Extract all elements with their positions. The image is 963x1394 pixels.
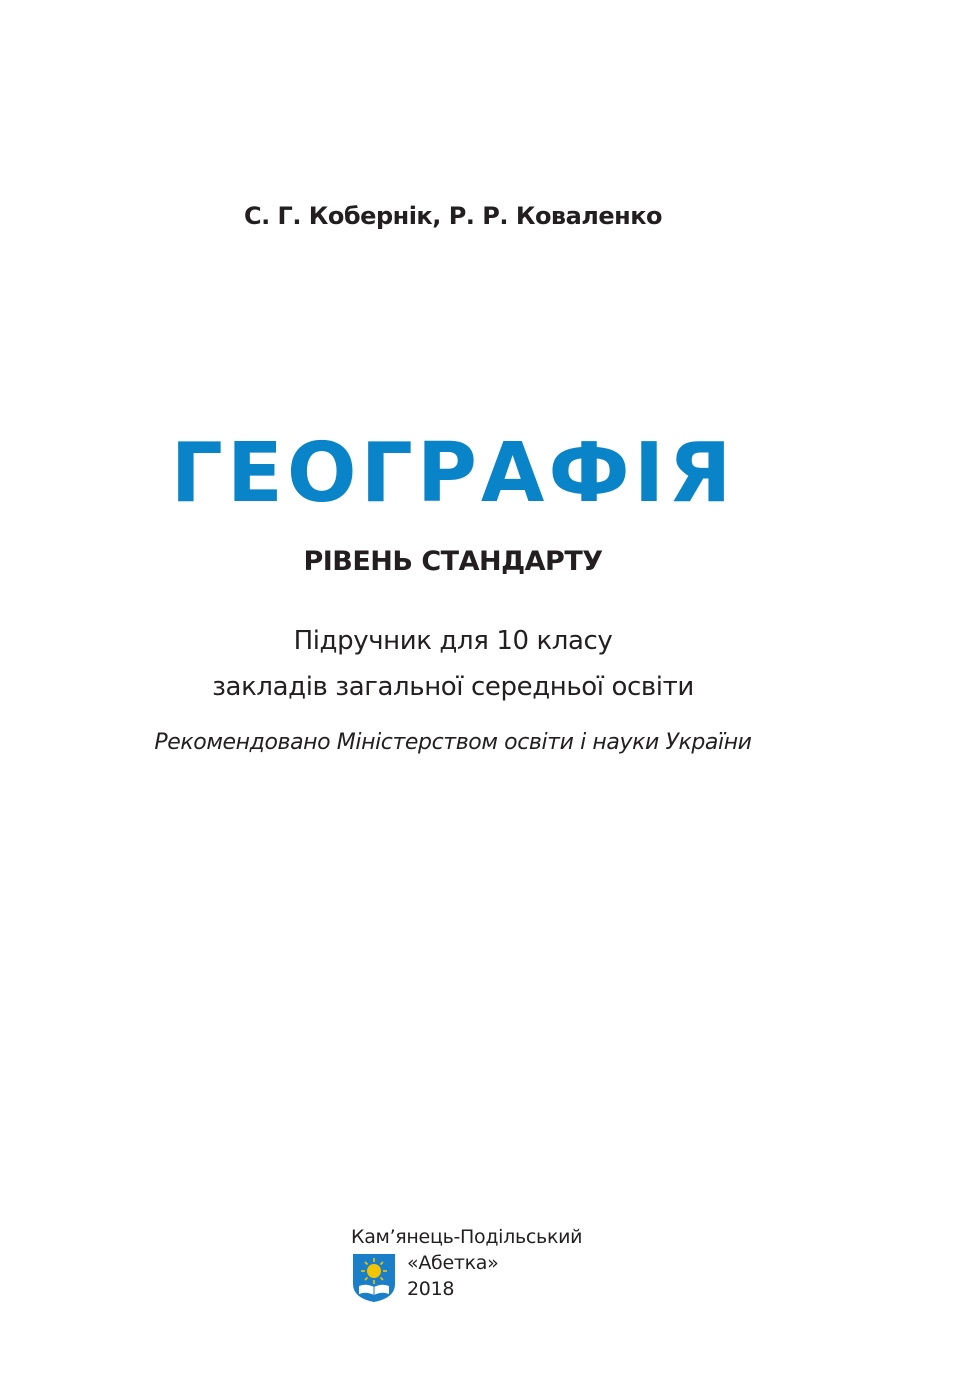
subtitle <box>0 618 906 710</box>
recommendation-note: Рекомендовано Міністерством освіти і науки України <box>154 730 752 755</box>
publication-year: 2018 <box>407 1278 455 1300</box>
publisher-details <box>407 1250 498 1302</box>
subtitle-line-1: Підручник для 10 класу <box>293 626 613 656</box>
authors: С. Г. Кобернік, Р. Р. Коваленко <box>243 202 663 230</box>
publisher-block <box>351 1224 591 1304</box>
publisher-logo-icon <box>351 1252 397 1304</box>
publisher-name: «Абетка» <box>407 1252 499 1274</box>
publisher-city: Кам’янець-Подільський <box>351 1226 583 1248</box>
subtitle-line-2: закладів загальної середньої освіти <box>212 672 694 702</box>
book-title: ГЕОГРАФІЯ <box>170 426 736 521</box>
level-label: РІВЕНЬ СТАНДАРТУ <box>303 546 603 577</box>
